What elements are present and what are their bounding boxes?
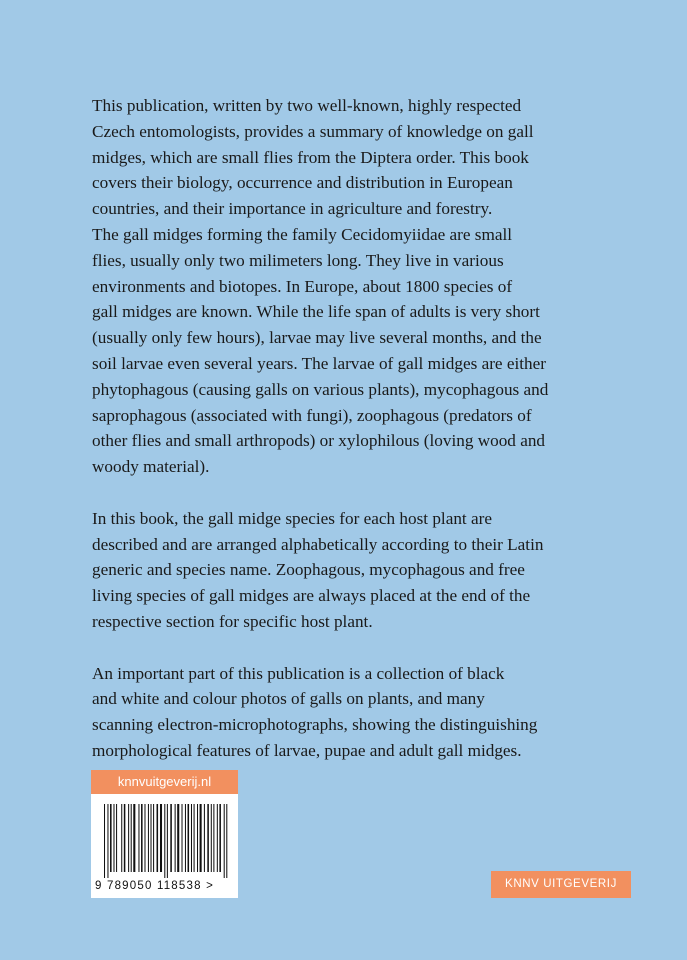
blurb-paragraph-1 [92,93,612,480]
barcode-bar [226,804,227,878]
text-line: midges, which are small flies from the Diptera order. This book [92,147,529,167]
barcode-bar [207,804,209,872]
barcode-bar [191,804,192,872]
barcode-icon [104,804,228,878]
barcode-bar [153,804,154,872]
barcode-bar [107,804,108,878]
text-line: other flies and small arthropods) or xylophilous (loving wood and [92,431,546,451]
barcode-bar [167,804,168,878]
barcode-bar [157,804,159,872]
text-line: living species of gall midges are always placed at the end of the [92,586,531,606]
barcode-bar [197,804,198,872]
barcode-bar [224,804,225,878]
text-line: An important part of this publication is a collection of black [92,663,505,683]
barcode-bar [204,804,205,872]
barcode-bar [211,804,212,872]
blurb-text [92,93,612,764]
blurb-paragraph-2 [92,506,612,635]
text-line: countries, and their importance in agriculture and forestry. [92,199,493,219]
text-line: The gall midges forming the family Cecidomyiidae are small [92,224,513,244]
barcode-bar [124,804,126,872]
barcode-bar [144,804,145,872]
barcode-bar [113,804,114,872]
text-line: This publication, written by two well-known, highly respected [92,96,522,115]
barcode-bar [138,804,139,872]
publisher-label: KNNV UITGEVERIJ [491,871,631,898]
isbn-barcode [91,794,238,898]
barcode-bar [185,804,186,872]
barcode-bar [110,804,112,872]
barcode-bar [213,804,214,872]
barcode-bar [217,804,218,872]
barcode-bar [131,804,132,872]
text-line: generic and species name. Zoophagous, mycophagous and free [92,560,525,580]
barcode-bar [219,804,221,872]
paragraph-gap [92,480,612,506]
website-label: knnvuitgeverij.nl [91,770,238,794]
barcode-bar [121,804,122,872]
text-line: environments and biotopes. In Europe, about 1800 species of [92,276,513,296]
text-line: described and are arranged alphabetically according to their Latin [92,534,544,554]
blurb-paragraph-3 [92,661,612,764]
barcode-bar [182,804,183,872]
barcode-bar [128,804,129,872]
text-line: (usually only few hours), larvae may live several months, and the [92,328,542,348]
barcode-bar [164,804,165,878]
barcode-bar [175,804,176,872]
text-line: gall midges are known. While the life span of adults is very short [92,302,540,322]
text-line: saprophagous (associated with fungi), zoophagous (predators of [92,405,532,425]
text-line: and white and colour photos of galls on plants, and many [92,689,485,709]
barcode-bar [133,804,135,872]
barcode-bar [116,804,117,872]
text-line: soil larvae even several years. The larvae of gall midges are either [92,353,546,373]
text-line: covers their biology, occurrence and distribution in European [92,173,513,193]
barcode-bar [148,804,149,872]
barcode-bar [151,804,152,872]
text-line: morphological features of larvae, pupae and adult gall midges. [92,740,522,760]
text-line: respective section for specific host plant. [92,611,373,631]
barcode-bar [141,804,143,872]
text-line: In this book, the gall midge species for each host plant are [92,508,492,528]
barcode-bar [188,804,190,872]
text-line: Czech entomologists, provides a summary of knowledge on gall [92,121,534,141]
barcode-bar [160,804,162,872]
barcode-bar [170,804,172,872]
barcode-bar [194,804,195,872]
paragraph-gap [92,635,612,661]
text-line: woody material). [92,457,210,477]
barcode-bar [177,804,179,872]
isbn-digits: 9 789050 118538 > [95,880,214,892]
text-line: flies, usually only two milimeters long. They live in various [92,250,504,270]
text-line: phytophagous (causing galls on various plants), mycophagous and [92,379,549,399]
barcode-bar [104,804,105,878]
barcode-bar [200,804,202,872]
text-line: scanning electron-microphotographs, showing the distinguishing [92,715,538,735]
